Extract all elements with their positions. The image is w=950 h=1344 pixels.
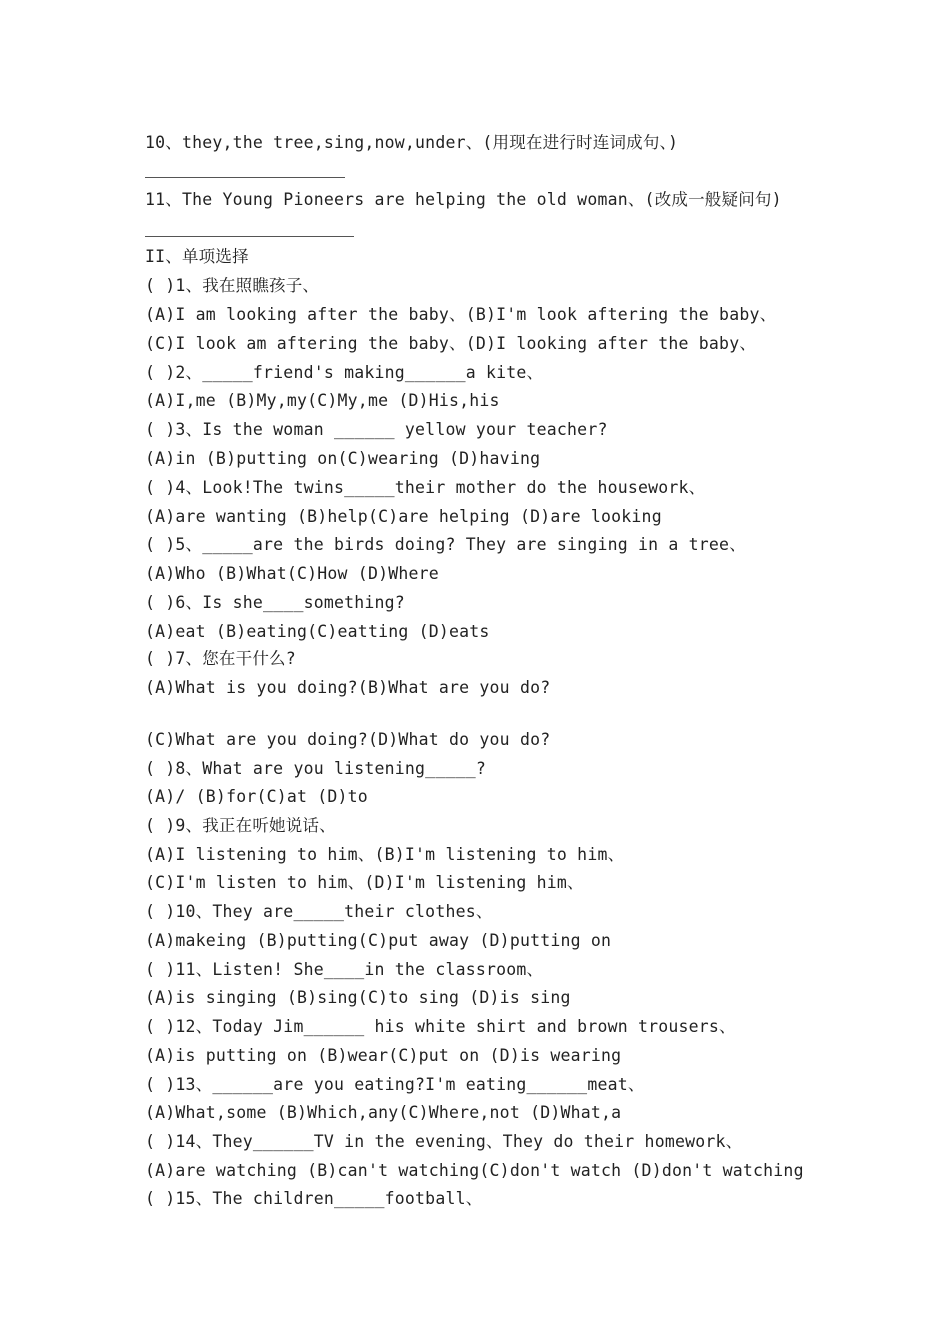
question-line: ( )7、您在干什么? xyxy=(145,649,296,668)
options-line: (A)in (B)putting on(C)wearing (D)having xyxy=(145,449,541,468)
options-line: (A)What is you doing?(B)What are you do? xyxy=(145,678,551,697)
question-10: 10、they,the tree,sing,now,under、(用现在进行时连词成句、) xyxy=(145,133,679,152)
options-line: (A)is putting on (B)wear(C)put on (D)is wearing xyxy=(145,1046,622,1065)
question-line: ( )13、______are you eating?I'm eating______meat、 xyxy=(145,1075,645,1094)
question-line: ( )8、What are you listening_____? xyxy=(145,759,486,778)
options-line: (A)Who (B)What(C)How (D)Where xyxy=(145,564,439,583)
options-line: (A)I,me (B)My,my(C)My,me (D)His,his xyxy=(145,391,500,410)
question-line: ( )4、Look!The twins_____their mother do the housework、 xyxy=(145,478,706,497)
question-line: ( )1、我在照瞧孩子、 xyxy=(145,276,320,295)
question-line: ( )14、They______TV in the evening、They do their homework、 xyxy=(145,1132,743,1151)
options-line: (A)are wanting (B)help(C)are helping (D)are looking xyxy=(145,507,662,526)
question-line: ( )9、我正在听她说话、 xyxy=(145,816,336,835)
question-11: 11、The Young Pioneers are helping the old woman、(改成一般疑问句) xyxy=(145,190,782,209)
question-line: ( )3、Is the woman ______ yellow your teacher? xyxy=(145,420,608,439)
options-line: (C)What are you doing?(D)What do you do? xyxy=(145,730,551,749)
options-line: (A)makeing (B)putting(C)put away (D)putting on xyxy=(145,931,612,950)
options-line: (C)I'm listen to him、(D)I'm listening him、 xyxy=(145,873,584,892)
question-line: ( )10、They are_____their clothes、 xyxy=(145,902,493,921)
question-line: ( )6、Is she____something? xyxy=(145,593,405,612)
question-line: ( )12、Today Jim______ his white shirt and brown trousers、 xyxy=(145,1017,736,1036)
options-line: (C)I look am aftering the baby、(D)I looking after the baby、 xyxy=(145,334,757,353)
options-line: (A)What,some (B)Which,any(C)Where,not (D)What,a xyxy=(145,1103,622,1122)
options-line: (A)eat (B)eating(C)eatting (D)eats xyxy=(145,622,490,641)
options-line: (A)I am looking after the baby、(B)I'm look aftering the baby、 xyxy=(145,305,777,324)
question-line: ( )5、_____are the birds doing? They are singing in a tree、 xyxy=(145,535,746,554)
section-heading: II、单项选择 xyxy=(145,247,249,266)
question-line: ( )2、_____friend's making______a kite、 xyxy=(145,363,544,382)
options-line: (A)I listening to him、(B)I'm listening to him、 xyxy=(145,845,625,864)
question-line: ( )15、The children_____football、 xyxy=(145,1189,483,1208)
answer-blank-11[interactable] xyxy=(145,236,354,237)
options-line: (A)is singing (B)sing(C)to sing (D)is sing xyxy=(145,988,571,1007)
options-line: (A)are watching (B)can't watching(C)don't watch (D)don't watching xyxy=(145,1161,804,1180)
answer-blank-10[interactable] xyxy=(145,177,345,178)
options-line: (A)/ (B)for(C)at (D)to xyxy=(145,787,368,806)
question-line: ( )11、Listen! She____in the classroom、 xyxy=(145,960,544,979)
